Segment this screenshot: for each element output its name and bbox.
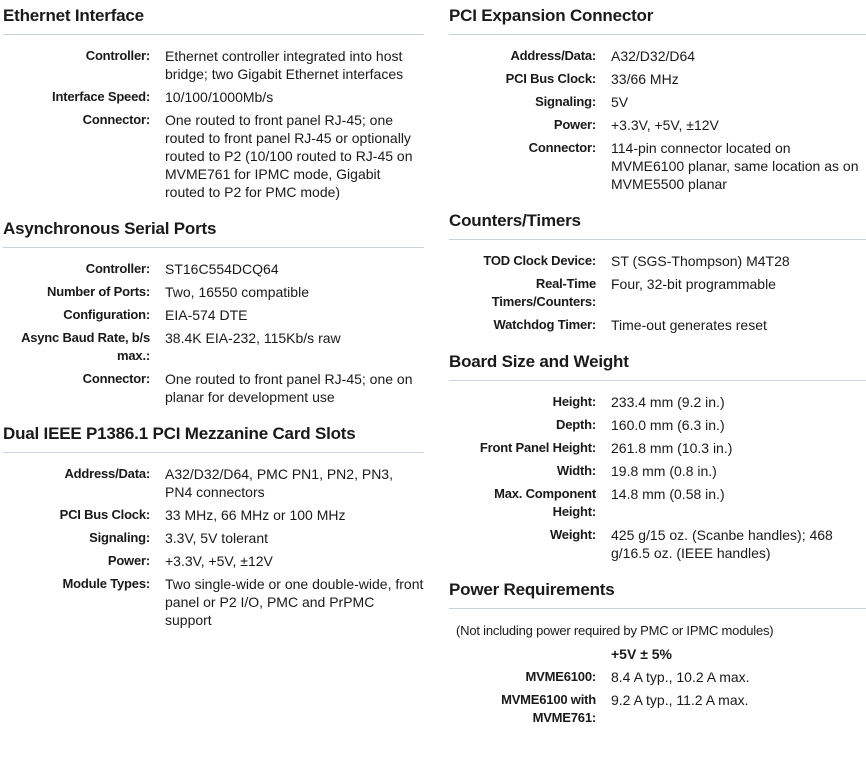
spec-label: TOD Clock Device: (483, 253, 596, 268)
spec-value: 233.4 mm (9.2 in.) (611, 394, 725, 410)
spec-label: Real-Time Timers/Counters: (491, 276, 596, 309)
spec-label: MVME6100: (525, 669, 596, 684)
spec-row (449, 668, 866, 686)
spec-label: PCI Bus Clock: (505, 71, 596, 86)
spec-row (3, 283, 424, 301)
section-title: Asynchronous Serial Ports (3, 213, 424, 248)
spec-value: EIA-574 DTE (165, 307, 248, 323)
spec-row (3, 111, 424, 201)
spec-label: Signaling: (89, 530, 150, 545)
spec-row (449, 93, 866, 111)
spec-row (3, 329, 424, 365)
spec-rows (449, 240, 866, 334)
spec-row (449, 393, 866, 411)
spec-value: +3.3V, +5V, ±12V (165, 553, 273, 569)
spec-label: Connector: (528, 140, 596, 155)
spec-value: ST (SGS-Thompson) M4T28 (611, 253, 790, 269)
spec-row (449, 691, 866, 727)
spec-label: Weight: (549, 527, 596, 542)
spec-label: Number of Ports: (47, 284, 150, 299)
spec-value: 33/66 MHz (611, 71, 679, 87)
spec-label: Front Panel Height: (479, 440, 596, 455)
spec-row (449, 526, 866, 562)
spec-label: Depth: (556, 417, 596, 432)
spec-value: 14.8 mm (0.58 in.) (611, 486, 725, 502)
power-note: (Not including power required by PMC or IPMC modules) (456, 623, 774, 638)
spec-label: Power: (553, 117, 596, 132)
section-title: Dual IEEE P1386.1 PCI Mezzanine Card Slots (3, 418, 424, 453)
section-title: Ethernet Interface (3, 0, 424, 35)
spec-rows (449, 668, 866, 727)
spec-row (3, 306, 424, 324)
spec-row (3, 465, 424, 501)
spec-value: +3.3V, +5V, ±12V (611, 117, 719, 133)
spec-label: Max. Component Height: (494, 486, 596, 519)
spec-label: MVME6100 with MVME761: (501, 692, 596, 725)
spec-row (449, 275, 866, 311)
spec-label: Address/Data: (510, 48, 596, 63)
spec-value: 3.3V, 5V tolerant (165, 530, 269, 546)
board-size-weight-section (449, 346, 866, 562)
spec-value: 425 g/15 oz. (Scanbe handles); 468 g/16.5 oz. (IEEE handles) (611, 527, 833, 561)
spec-row (449, 439, 866, 457)
spec-label: Width: (556, 463, 596, 478)
spec-rows (3, 248, 424, 406)
spec-rows (3, 35, 424, 201)
spec-label: Power: (107, 553, 150, 568)
spec-rows (449, 35, 866, 193)
spec-label: Controller: (85, 261, 150, 276)
spec-row (449, 485, 866, 521)
async-serial-ports-section (3, 213, 424, 406)
spec-value: A32/D32/D64 (611, 48, 696, 64)
spec-label: Async Baud Rate, b/s max.: (21, 330, 150, 363)
spec-value: One routed to front panel RJ-45; one routed to front panel RJ-45 or optionally routed to P2 (10/100 routed to RJ-45 on MVME761 for IPMC mode, Gigabit routed to P2 for PMC mode) (165, 112, 413, 200)
spec-row (3, 370, 424, 406)
spec-row (3, 260, 424, 278)
spec-label: Controller: (85, 48, 150, 63)
spec-row (449, 252, 866, 270)
spec-value: 10/100/1000Mb/s (165, 89, 274, 105)
spec-value: One routed to front panel RJ-45; one on planar for development use (165, 371, 413, 405)
spec-row (449, 70, 866, 88)
spec-value: Two, 16550 compatible (165, 284, 309, 300)
spec-value: 9.2 A typ., 11.2 A max. (611, 692, 749, 708)
spec-value: Four, 32-bit programmable (611, 276, 776, 292)
spec-row (449, 139, 866, 193)
spec-label: Address/Data: (64, 466, 150, 481)
spec-value: 261.8 mm (10.3 in.) (611, 440, 733, 456)
left-column (3, 0, 424, 641)
spec-row (449, 47, 866, 65)
section-title: Board Size and Weight (449, 346, 866, 381)
power-requirements-section (449, 574, 866, 727)
spec-row (449, 116, 866, 134)
spec-value: 114-pin connector located on MVME6100 planar, same location as on MVME5500 planar (611, 140, 859, 192)
spec-value: 33 MHz, 66 MHz or 100 MHz (165, 507, 346, 523)
spec-value: 8.4 A typ., 10.2 A max. (611, 669, 750, 685)
spec-row (3, 47, 424, 83)
spec-label: Height: (552, 394, 596, 409)
spec-value: 5V (611, 94, 629, 110)
section-title: PCI Expansion Connector (449, 0, 866, 35)
spec-label: Module Types: (62, 576, 150, 591)
spec-label: Watchdog Timer: (493, 317, 596, 332)
spec-row (449, 416, 866, 434)
right-column (449, 0, 866, 739)
spec-value: Time-out generates reset (611, 317, 767, 333)
section-title: Counters/Timers (449, 205, 866, 240)
pci-expansion-section (449, 0, 866, 193)
pmc-slots-section (3, 418, 424, 629)
spec-row (3, 88, 424, 106)
spec-label: Connector: (82, 112, 150, 127)
spec-label: Configuration: (63, 307, 150, 322)
section-title: Power Requirements (449, 574, 866, 609)
spec-row (3, 575, 424, 629)
spec-row (3, 506, 424, 524)
spec-value: Two single-wide or one double-wide, front panel or P2 I/O, PMC and PrPMC support (165, 576, 424, 628)
spec-label: Connector: (82, 371, 150, 386)
spec-value: Ethernet controller integrated into host bridge; two Gigabit Ethernet interfaces (165, 48, 404, 82)
spec-rows (3, 453, 424, 629)
spec-row (449, 462, 866, 480)
spec-label: Interface Speed: (52, 89, 150, 104)
spec-value: 160.0 mm (6.3 in.) (611, 417, 725, 433)
power-subhead: +5V ± 5% (611, 646, 672, 662)
spec-row (3, 529, 424, 547)
spec-value: 19.8 mm (0.8 in.) (611, 463, 717, 479)
spec-row (449, 316, 866, 334)
spec-value: ST16C554DCQ64 (165, 261, 279, 277)
counters-timers-section (449, 205, 866, 334)
spec-label: PCI Bus Clock: (59, 507, 150, 522)
ethernet-interface-section (3, 0, 424, 201)
spec-rows (449, 381, 866, 562)
spec-label: Signaling: (535, 94, 596, 109)
spec-value: 38.4K EIA-232, 115Kb/s raw (165, 330, 341, 346)
spec-value: A32/D32/D64, PMC PN1, PN2, PN3, PN4 connectors (165, 466, 393, 500)
spec-row (3, 552, 424, 570)
